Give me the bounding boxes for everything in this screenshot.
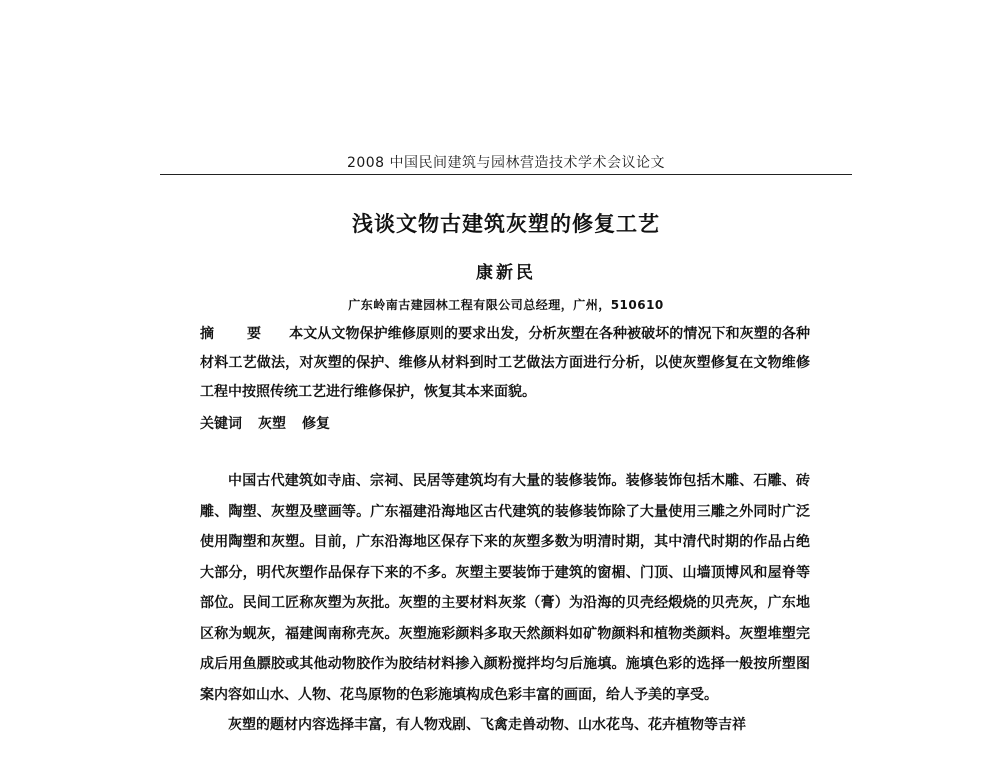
keywords-label: 关键词	[200, 416, 242, 432]
body-paragraph: 灰塑的题材内容选择丰富，有人物戏剧、飞禽走兽动物、山水花鸟、花卉植物等吉祥	[228, 717, 746, 733]
author-name: 康新民	[476, 263, 536, 283]
keyword-item: 灰塑	[258, 416, 286, 432]
author-affiliation: 广东岭南古建园林工程有限公司总经理，广州，510610	[348, 298, 664, 312]
keyword-item: 修复	[302, 416, 330, 432]
abstract-text: 本文从文物保护维修原则的要求出发，分析灰塑在各种被破坏的情况下和灰塑的各种材料工艺做法，对灰塑的保护、维修从材料到时工艺做法方面进行分析，以使灰塑修复在文物维修工程中按照传统工艺进行维修保护，恢复其本来面貌。	[200, 326, 811, 400]
body-text	[200, 466, 810, 741]
body-paragraph: 中国古代建筑如寺庙、宗祠、民居等建筑均有大量的装修装饰。装修装饰包括木雕、石雕、砖雕、陶塑、灰塑及壁画等。广东福建沿海地区古代建筑的装修装饰除了大量使用三雕之外同时广泛使用陶塑和灰塑。目前，广东沿海地区保存下来的灰塑多数为明清时期，其中清代时期的作品占绝大部分，明代灰塑作品保存下来的不多。灰塑主要装饰于建筑的窗楣、门顶、山墙顶博风和屋脊等部位。民间工匠称灰塑为灰批。灰塑的主要材料灰浆（膏）为沿海的贝壳经煅烧的贝壳灰，广东地区称为蚬灰，福建闽南称壳灰。灰塑施彩颜料多取天然颜料如矿物颜料和植物类颜料。灰塑堆塑完成后用鱼膘胶或其他动物胶作为胶结材料掺入颜粉搅拌均匀后施填。施填色彩的选择一般按所塑图案内容如山水、人物、花鸟原物的色彩施填构成色彩丰富的画面，给人予美的享受。	[200, 473, 810, 703]
keywords	[200, 410, 810, 439]
running-header: 2008 中国民间建筑与园林营造技术学术会议论文	[346, 155, 666, 171]
article-title: 浅谈文物古建筑灰塑的修复工艺	[352, 212, 660, 236]
header-rule	[160, 174, 852, 175]
abstract	[200, 320, 810, 407]
abstract-label: 摘 要	[200, 326, 276, 342]
